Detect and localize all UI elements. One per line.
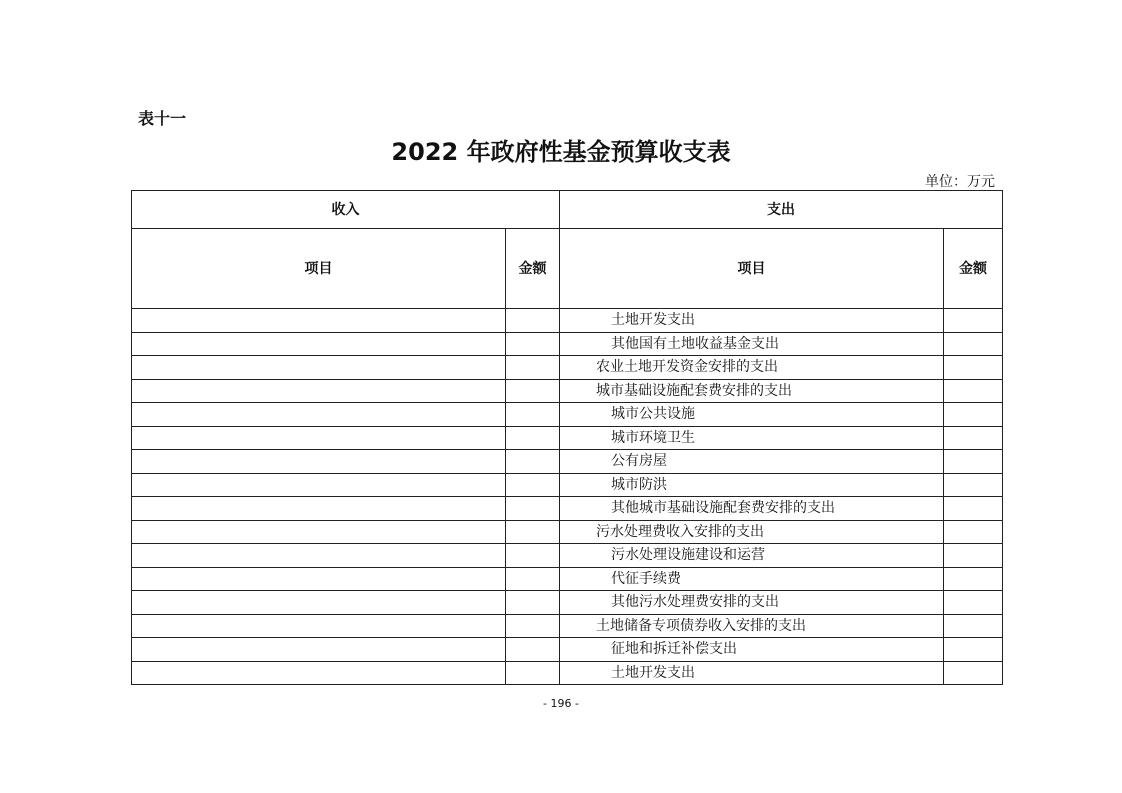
table-row	[132, 309, 1003, 333]
income-amount-cell	[506, 450, 560, 474]
income-item-cell	[132, 426, 506, 450]
income-amount-cell	[506, 567, 560, 591]
budget-table	[131, 190, 1003, 685]
income-amount-cell	[506, 520, 560, 544]
table-row	[132, 332, 1003, 356]
table-row	[132, 638, 1003, 662]
expense-item-cell: 其他污水处理费安排的支出	[560, 591, 944, 615]
table-group-header-row	[132, 191, 1003, 229]
income-amount-cell	[506, 426, 560, 450]
expense-item-cell: 土地储备专项债券收入安排的支出	[560, 614, 944, 638]
expense-amount-cell	[944, 661, 1003, 685]
expense-item-cell: 农业土地开发资金安排的支出	[560, 356, 944, 380]
table-row	[132, 450, 1003, 474]
income-amount-cell	[506, 661, 560, 685]
income-item-cell	[132, 520, 506, 544]
table-label: 表十一	[138, 109, 187, 128]
expense-amount-cell	[944, 450, 1003, 474]
table-row	[132, 497, 1003, 521]
expense-amount-cell	[944, 309, 1003, 333]
expense-item-cell: 土地开发支出	[560, 661, 944, 685]
income-amount-header: 金额	[506, 229, 560, 309]
income-item-cell	[132, 379, 506, 403]
expense-amount-cell	[944, 591, 1003, 615]
income-amount-cell	[506, 379, 560, 403]
income-item-cell	[132, 497, 506, 521]
page-title: 2022 年政府性基金预算收支表	[391, 138, 731, 166]
table-row	[132, 591, 1003, 615]
expense-amount-cell	[944, 544, 1003, 568]
table-row	[132, 426, 1003, 450]
table-row	[132, 567, 1003, 591]
expense-header: 支出	[560, 191, 1003, 229]
expense-item-cell: 其他国有土地收益基金支出	[560, 332, 944, 356]
expense-item-cell: 城市环境卫生	[560, 426, 944, 450]
income-item-cell	[132, 567, 506, 591]
expense-item-cell: 公有房屋	[560, 450, 944, 474]
table-row	[132, 356, 1003, 380]
income-amount-cell	[506, 403, 560, 427]
income-item-cell	[132, 614, 506, 638]
income-item-cell	[132, 638, 506, 662]
expense-item-cell: 城市公共设施	[560, 403, 944, 427]
income-item-cell	[132, 473, 506, 497]
table-body	[132, 309, 1003, 685]
expense-amount-cell	[944, 332, 1003, 356]
expense-amount-cell	[944, 638, 1003, 662]
income-item-cell	[132, 356, 506, 380]
income-amount-cell	[506, 591, 560, 615]
page-number: - 196 -	[543, 697, 579, 710]
expense-item-cell: 污水处理费收入安排的支出	[560, 520, 944, 544]
income-amount-cell	[506, 614, 560, 638]
expense-item-cell: 污水处理设施建设和运营	[560, 544, 944, 568]
income-amount-cell	[506, 332, 560, 356]
expense-item-header: 项目	[560, 229, 944, 309]
expense-amount-cell	[944, 403, 1003, 427]
expense-amount-cell	[944, 356, 1003, 380]
table-row	[132, 473, 1003, 497]
income-item-cell	[132, 661, 506, 685]
expense-amount-cell	[944, 497, 1003, 521]
table-row	[132, 403, 1003, 427]
expense-item-cell: 其他城市基础设施配套费安排的支出	[560, 497, 944, 521]
expense-amount-cell	[944, 614, 1003, 638]
expense-item-cell: 城市防洪	[560, 473, 944, 497]
expense-item-cell: 代征手续费	[560, 567, 944, 591]
income-amount-cell	[506, 497, 560, 521]
expense-item-cell: 征地和拆迁补偿支出	[560, 638, 944, 662]
income-item-cell	[132, 544, 506, 568]
table-row	[132, 544, 1003, 568]
table-row	[132, 614, 1003, 638]
table-row	[132, 520, 1003, 544]
expense-amount-header: 金额	[944, 229, 1003, 309]
expense-amount-cell	[944, 473, 1003, 497]
expense-amount-cell	[944, 379, 1003, 403]
table-row	[132, 379, 1003, 403]
expense-amount-cell	[944, 520, 1003, 544]
unit-label: 单位：万元	[925, 174, 995, 190]
expense-amount-cell	[944, 426, 1003, 450]
income-item-cell	[132, 450, 506, 474]
table-column-header-row	[132, 229, 1003, 309]
table-row	[132, 661, 1003, 685]
income-amount-cell	[506, 638, 560, 662]
income-header: 收入	[132, 191, 560, 229]
income-amount-cell	[506, 544, 560, 568]
income-item-header: 项目	[132, 229, 506, 309]
income-amount-cell	[506, 473, 560, 497]
income-amount-cell	[506, 356, 560, 380]
expense-amount-cell	[944, 567, 1003, 591]
income-item-cell	[132, 309, 506, 333]
expense-item-cell: 城市基础设施配套费安排的支出	[560, 379, 944, 403]
income-item-cell	[132, 591, 506, 615]
income-item-cell	[132, 332, 506, 356]
income-amount-cell	[506, 309, 560, 333]
expense-item-cell: 土地开发支出	[560, 309, 944, 333]
income-item-cell	[132, 403, 506, 427]
